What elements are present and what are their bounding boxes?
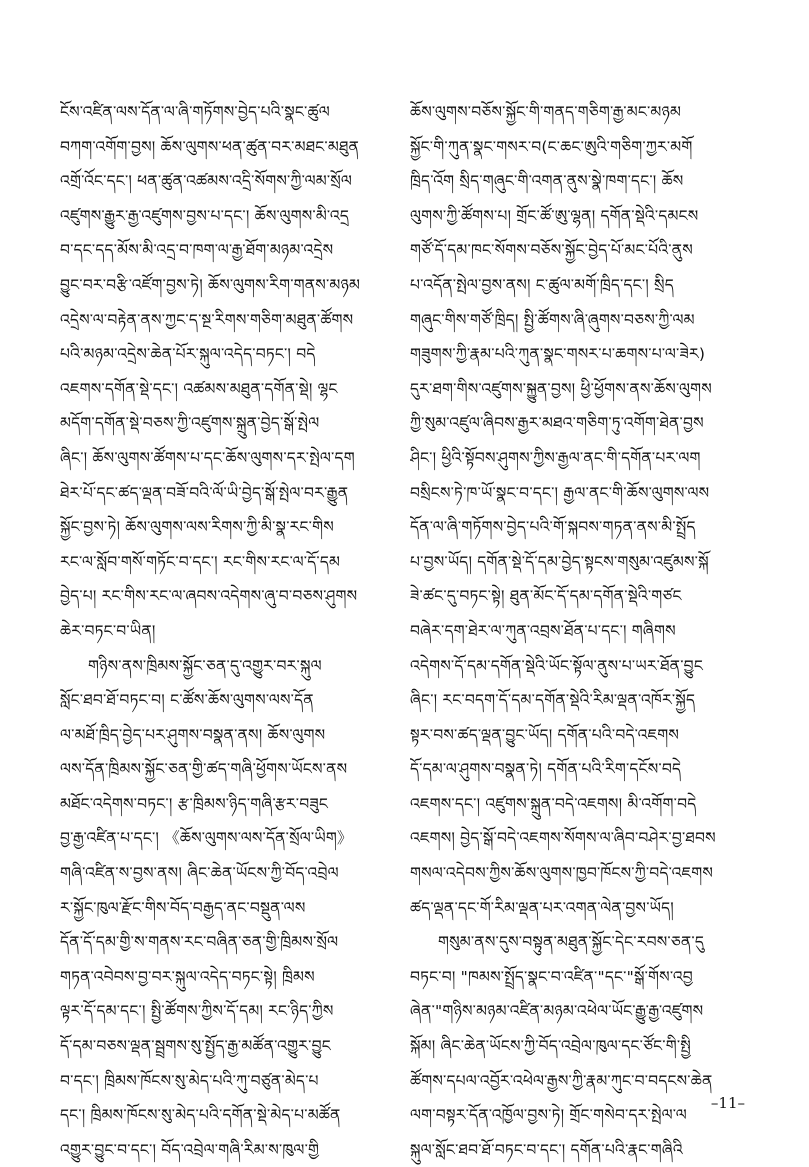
text-line: བྱེད་པ། རང་གིས་རང་ལ་ཞབས་འདེགས་ཞུ་བ་བཅས་ཤུགས bbox=[60, 587, 358, 606]
text-line: ཐེར་པོ་དང་ཚད་ལྡན་བཟོ་བའི་ལོ་ཡི་བྱེད་སྒོ་སྤེལ་བར་རྒྱུན bbox=[60, 483, 349, 502]
text-line: ཚད་ལྡན་དང་གོ་རིམ་ལྡན་པར་འགན་ལེན་བྱས་ཡོད། bbox=[410, 898, 674, 917]
text-line: ལག་བསྟར་དོན་འཁྱོལ་བྱས་ཏེ། གྲོང་གསེབ་དར་སྤེལ་ལ bbox=[410, 1106, 687, 1125]
text-line: རང་ལ་སློབ་གསོ་གཏོང་བ་དང་། རང་གིས་རང་ལ་དོ་དམ bbox=[60, 552, 341, 571]
text-line: པའི་མཉམ་འདྲེས་ཆེན་པོར་སྐུལ་འདེད་བཏང་། བདེ bbox=[60, 345, 316, 364]
text-line: ཞེན་"གཉིས་མཉམ་འཛིན་མཉམ་འཕེལ་ཡོང་རྒྱུ་རྒྱ་འཛུགས bbox=[410, 1002, 704, 1021]
text-line: སློང་ཐབ་ཐོ་བཏང་བ། ང་ཚོས་ཆོས་ལུགས་ལས་དོན bbox=[60, 691, 314, 710]
text-line: ཚོགས་དཔལ་འབྱོར་འཕེལ་རྒྱས་ཀྱི་རྣམ་ཀུང་བ་བདངས་ཆེན bbox=[410, 1071, 713, 1090]
text-line: བ་དང་། ཁྲིམས་ཁོངས་སུ་མེད་པའི་ཀུ་བཙུན་མེད་པ bbox=[60, 1071, 319, 1090]
text-line: ལ་མཐོ་ཁྲིད་བྱེད་པར་ཤུགས་བསྣན་ནས། ཆོས་ལུགས bbox=[60, 725, 326, 744]
text-line: ཞིང་། རང་བདག་དོ་དམ་དགོན་སྡེའི་རིམ་ལྡན་འཁོར་སྐྱོད bbox=[410, 691, 696, 710]
text-line: ཀྱི་སུམ་འཛུལ་ཞིབས་རྒྱར་མཐའ་གཅིག་ཏུ་འགོག་ཐེན་བྱས bbox=[410, 414, 704, 433]
text-line: བསྲིངས་ཏེ་ཁ་ཡོ་སྣང་བ་དང་། རྒྱལ་ནང་གི་ཆོས་ལུགས་ལས bbox=[410, 483, 710, 502]
text-line: གཞུང་གིས་གཙོ་ཁྲིད། སྤྱི་ཚོགས་ཞི་ཞུགས་བཅས་ཀྱི་ལམ bbox=[410, 310, 695, 329]
text-line: འགྲོ་འོང་དང་། ཕན་ཚུན་འཚམས་འདྲི་སོགས་ཀྱི་ལམ་སྲོལ bbox=[60, 172, 353, 191]
text-line: ལས་དོན་ཁྲིམས་སྐྱོང་ཅན་གྱི་ཚད་གཞི་ཕྱོགས་ཡོངས་ནས bbox=[60, 760, 348, 779]
text-line: དོ་དམ་བཅས་ལྡན་སྦྲགས་སུ་སྤྱོད་རྒྱ་མཚོན་འགྱུར་བྱུང bbox=[60, 1037, 331, 1056]
text-line: ཟེ་ཚང་དུ་བཏང་སྟེ། ཐུན་མོང་དོ་དམ་དགོན་སྡེའི་གཙང bbox=[410, 587, 682, 606]
text-line: ཆེར་བཏང་བ་ཡིན། bbox=[60, 621, 156, 640]
text-line: བྱུང་བར་བརྩི་འཛོག་བྱས་ཏེ། ཆོས་ལུགས་རིག་གནས་མཉམ bbox=[60, 275, 361, 294]
text-line: འཇགས། བྱེད་སྒོ་བདེ་འཇགས་སོགས་ལ་ཞིབ་བཤེར་བྱ་ཐབས bbox=[410, 829, 716, 848]
text-line: བཞེར་དག་ཐེར་ལ་ཀུན་འབྲས་ཐོན་པ་དང་། གཞིགས bbox=[410, 621, 676, 640]
text-line: པ་བྱས་ཡོད། དགོན་སྡེ་དོ་དམ་བྱེད་སྟངས་གསུམ་འཛུམས་སྐོ bbox=[410, 552, 709, 571]
text-line: སྐྱོང་གི་ཀུན་སྣང་གསར་བ(ང་ཆང་ཨུའི་གཅིག་ཀྱར་མགོ bbox=[410, 137, 693, 156]
text-line: སྐྱོང་བྱས་ཏེ། ཆོས་ལུགས་ལས་རིགས་ཀྱི་མི་སྣ་རང་གིས bbox=[60, 518, 334, 537]
text-line: འཇགས་དགོན་སྡེ་དང་། འཚམས་མཐུན་དགོན་སྡེ། ལྷང bbox=[60, 379, 338, 398]
text-line: གཟུགས་ཀྱི་རྣམ་པའི་ཀུན་སྣང་གསར་པ་ཆགས་པ་ལ་ཟེར) bbox=[410, 345, 706, 364]
text-line: གཞི་འཛིན་ས་བྱས་ནས། ཞིང་ཆེན་ཡོངས་ཀྱི་བོད་འབྲེལ bbox=[60, 864, 339, 883]
text-line: ངོས་འཛིན་ལས་དོན་ལ་ཞི་གཏོགས་བྱེད་པའི་སྣང་ཚུལ bbox=[60, 103, 330, 121]
text-line: དུར་ཐག་གིས་འཛུགས་སྐྱུན་བྱས། ཕྱི་ཕྱོགས་ནས་ཆོས་ལུགས bbox=[410, 379, 712, 398]
text-line: སྐོམ། ཞིང་ཆེན་ཡོངས་ཀྱི་བོད་འབྲེལ་ཁུལ་དང་ཙོང་གི་སྤྱི bbox=[410, 1037, 691, 1056]
text-line: ཤིང་། ཕྱིའི་སྟོབས་ཤུགས་ཀྱིས་རྒྱལ་ནང་གི་དགོན་པར་ལག bbox=[410, 448, 701, 467]
text-line: དོ་དམ་ལ་ཤུགས་བསྣན་ཏེ། དགོན་པའི་རིག་དངོས་བདེ bbox=[410, 760, 682, 779]
text-line: མདོག་དགོན་སྡེ་བཅས་ཀྱི་འཛུགས་སྐྲུན་བྱེད་སྒོ་སྤེལ bbox=[60, 414, 320, 433]
text-line: བཀག་འགོག་བྱས། ཆོས་ལུགས་ཕན་ཚུན་བར་མཐང་མཐུན bbox=[60, 137, 360, 156]
text-line: ར་སྐྱོང་ཁུལ་རྫོང་གིས་བོད་བརྒྱད་ནང་བསྡུན་ལས bbox=[60, 898, 306, 917]
text-line: པ་འདོན་སྤེལ་བྱས་ནས། ང་ཚུལ་མགོ་ཁྲིད་དང་། སྲིད bbox=[410, 275, 674, 294]
text-line: འགྱུར་བྱུང་བ་དང་། བོད་འབྲེལ་གཞི་རིམ་ས་ཁུལ་གྱི bbox=[60, 1140, 320, 1159]
text-line: ཆོས་ལུགས་བཅོས་སྐྱོང་གི་གནད་གཅིག་རྒྱ་མང་མཉམ bbox=[410, 103, 682, 121]
text-line: སྟར་བས་ཚད་ལྡན་བྱུང་ཡོད། དགོན་པའི་བདེ་འཇགས bbox=[410, 725, 680, 744]
text-line: བ་དང་དད་མོས་མི་འདྲ་བ་ཁག་ལ་རྒྱ་ཐོག་མཉམ་འདྲེས bbox=[60, 241, 334, 260]
text-line: འཇགས་དང་། འཛུགས་སྐྲུན་བདེ་འཇགས། མི་འགོག་བདེ bbox=[410, 794, 697, 813]
text-line: སྐུལ་སློང་ཐབ་ཐོ་བཏང་བ་དང་། དགོན་པའི་རྣང་གཞིའི bbox=[410, 1140, 683, 1159]
text-line: བྱ་རྒྱ་འཛིན་པ་དང་། 《ཆོས་ལུགས་ལས་དོན་སྲོལ་ཡིག》 bbox=[60, 829, 353, 848]
text-line: གཙོ་དོ་དམ་ཁང་སོགས་བཅོས་སྐྱོང་བྱེད་པོ་མང་པོའི་ནུས bbox=[410, 241, 693, 260]
left-text-column bbox=[60, 95, 395, 1167]
paragraph-heading-line: གསུམ་ནས་དུས་བསྟུན་མཐུན་སྐྱོང་དེང་རབས་ཅན་དུ bbox=[438, 933, 705, 952]
text-line: གཏན་འབེབས་བྱ་བར་སྐུལ་འདེད་བཏང་སྟེ། ཁྲིམས bbox=[60, 967, 315, 986]
text-line: བཏང་བ། "ཁམས་སྤྲོད་སྣང་བ་འཛིན་"དང་"སྒོ་གོས་འབྱ bbox=[410, 967, 693, 986]
text-line: དོན་ལ་ཞི་གཏོགས་བྱེད་པའི་གོ་སྐབས་གཏན་ནས་མི་སྤྲོད bbox=[410, 518, 696, 537]
paragraph-heading-line: གཉིས་ནས་ཁྲིམས་སྐྱོང་ཅན་དུ་འགྱུར་བར་སྐུལ bbox=[88, 656, 322, 675]
text-line: དོན་དོ་དམ་གྱི་ས་གནས་རང་བཞིན་ཅན་གྱི་ཁྲིམས་སྲོལ bbox=[60, 933, 339, 952]
text-line: འཛུགས་རྒྱུར་རྒྱ་འཛུགས་བྱས་པ་དང་། ཆོས་ལུགས་མི་འདྲ bbox=[60, 206, 350, 225]
text-line: ཞིང་། ཆོས་ལུགས་ཚོགས་པ་དང་ཆོས་ལུགས་དར་སྤེལ་དག bbox=[60, 448, 355, 467]
text-line: ལུགས་ཀྱི་ཚོགས་པ། གྲོང་ཚོ་ཨུ་ལྷན། དགོན་སྡེའི་དམངས bbox=[410, 206, 699, 225]
page-number: –11– bbox=[710, 1094, 745, 1112]
text-line: དང་། ཁྲིམས་ཁོངས་སུ་མེད་པའི་དགོན་སྡེ་མེད་པ་མཚོན bbox=[60, 1106, 341, 1125]
text-line: གསལ་འདེབས་ཀྱིས་ཆོས་ལུགས་ཁྱབ་ཁོངས་ཀྱི་བདེ་འཇགས bbox=[410, 864, 714, 883]
text-line: ལྟར་དོ་དམ་དང་། སྤྱི་ཚོགས་ཀྱིས་དོ་དམ། རང་ཉིད་ཀྱིས bbox=[60, 1002, 334, 1021]
right-text-column bbox=[410, 95, 745, 1167]
text-line: མཐོང་འདེགས་བཏང་། རྩ་ཁྲིམས་ཉིད་གཞི་རྩར་བཟུང bbox=[60, 794, 328, 813]
text-line: འདྲེས་ལ་བརྟེན་ནས་ཀྱང་ད་སྔ་རིགས་གཅིག་མཐུན་ཚོགས bbox=[60, 310, 354, 329]
text-line: འདེགས་དོ་དམ་དགོན་སྡེའི་ཡོང་སྟོལ་ནུས་པ་ཡར་ཐོན་བྱུང bbox=[410, 656, 703, 675]
text-line: ཁྲིད་འོག སྲིད་གཞུང་གི་འགན་ནུས་སྣེ་ཁག་དང་། ཆོས bbox=[410, 172, 684, 191]
